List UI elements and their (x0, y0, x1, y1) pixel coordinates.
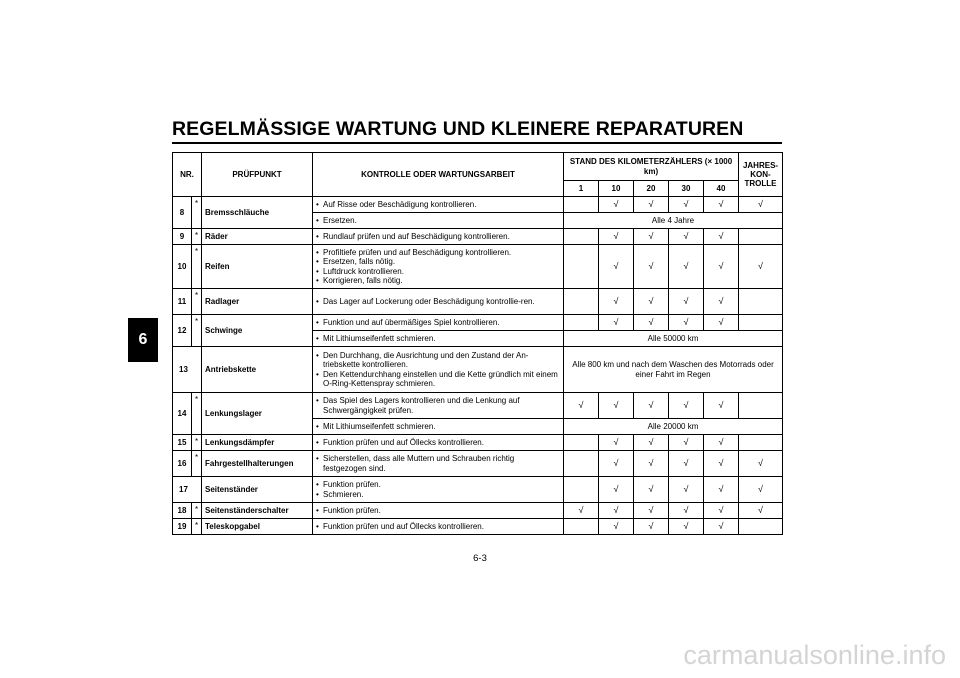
check-mark: √ (669, 451, 704, 477)
check-mark: √ (669, 315, 704, 331)
table-row (173, 435, 783, 451)
check-mark: √ (704, 393, 739, 419)
check-mark: √ (634, 451, 669, 477)
check-mark: √ (704, 245, 739, 289)
table-row (173, 315, 783, 331)
row-item: Teleskopgabel (202, 519, 313, 535)
check-mark: √ (634, 197, 669, 213)
row-work (313, 315, 564, 331)
table-row (173, 503, 783, 519)
row-star: * (192, 503, 202, 519)
check-mark: √ (739, 477, 783, 503)
row-number: 11 (173, 289, 192, 315)
check-mark: √ (704, 503, 739, 519)
check-mark: √ (599, 503, 634, 519)
maintenance-table (172, 152, 783, 535)
check-mark: √ (634, 435, 669, 451)
check-mark: √ (599, 197, 634, 213)
check-mark: √ (704, 435, 739, 451)
table-row (173, 245, 783, 289)
row-number: 15 (173, 435, 192, 451)
row-number: 8 (173, 197, 192, 229)
row-work (313, 519, 564, 535)
check-mark: √ (669, 393, 704, 419)
row-item: Schwinge (202, 315, 313, 347)
header-pruefpunkt: PRÜFPUNKT (202, 153, 313, 197)
interval-text: Alle 20000 km (564, 419, 783, 435)
page-number: 6-3 (473, 553, 487, 564)
work-item: • Funktion und auf übermäßiges Spiel kontrollieren. (316, 318, 560, 327)
row-item: Räder (202, 229, 313, 245)
work-item: • Funktion prüfen und auf Öllecks kontrollieren. (316, 522, 560, 531)
header-km-30: 30 (669, 181, 704, 197)
header-km-1: 1 (564, 181, 599, 197)
check-mark: √ (634, 477, 669, 503)
row-item: Seitenständer (202, 477, 313, 503)
row-work (313, 289, 564, 315)
table-row (173, 347, 783, 393)
row-star: * (192, 451, 202, 477)
page-title: REGELMÄSSIGE WARTUNG UND KLEINERE REPARATUREN (172, 118, 744, 140)
row-work (313, 419, 564, 435)
work-item: • Funktion prüfen. (316, 480, 560, 489)
check-mark: √ (704, 315, 739, 331)
check-mark: √ (704, 229, 739, 245)
row-work (313, 229, 564, 245)
row-work (313, 197, 564, 213)
check-mark: √ (634, 503, 669, 519)
work-item: • Luftdruck kontrollieren. (316, 267, 560, 276)
row-item: Reifen (202, 245, 313, 289)
table-row (173, 197, 783, 213)
row-item: Antriebskette (202, 347, 313, 393)
row-item: Lenkungsdämpfer (202, 435, 313, 451)
row-work (313, 347, 564, 393)
row-number: 18 (173, 503, 192, 519)
check-mark: √ (599, 229, 634, 245)
work-item: • Rundlauf prüfen und auf Beschädigung kontrollieren. (316, 232, 560, 241)
interval-text: Alle 50000 km (564, 331, 783, 347)
row-number: 13 (173, 347, 202, 393)
check-mark: √ (599, 451, 634, 477)
work-item: • Sicherstellen, dass alle Muttern und Schrauben richtig festgezogen sind. (316, 454, 560, 472)
row-work (313, 477, 564, 503)
check-mark: √ (739, 245, 783, 289)
row-star: * (192, 289, 202, 315)
table-row (173, 289, 783, 315)
row-work (313, 503, 564, 519)
work-item: • Funktion prüfen. (316, 506, 560, 515)
work-item: • Auf Risse oder Beschädigung kontrollieren. (316, 200, 560, 209)
row-item: Fahrgestellhalterungen (202, 451, 313, 477)
row-number: 14 (173, 393, 192, 435)
work-item: • Das Lager auf Lockerung oder Beschädigung kontrollie-ren. (316, 297, 560, 306)
row-work (313, 451, 564, 477)
check-mark: √ (669, 289, 704, 315)
check-mark: √ (634, 245, 669, 289)
check-mark: √ (704, 519, 739, 535)
work-item: • Den Durchhang, die Ausrichtung und den Zustand der An-triebskette kontrollieren. (316, 351, 560, 369)
header-km-40: 40 (704, 181, 739, 197)
row-number: 17 (173, 477, 202, 503)
row-star: * (192, 245, 202, 289)
row-number: 19 (173, 519, 192, 535)
work-item: • Korrigieren, falls nötig. (316, 276, 560, 285)
row-work (313, 435, 564, 451)
row-work (313, 393, 564, 419)
row-star: * (192, 435, 202, 451)
header-jahres: JAHRES- KON- TROLLE (739, 153, 783, 197)
row-star: * (192, 229, 202, 245)
table-row (173, 519, 783, 535)
title-rule (172, 142, 782, 144)
check-mark: √ (634, 519, 669, 535)
check-mark: √ (599, 435, 634, 451)
check-mark: √ (669, 435, 704, 451)
row-star: * (192, 393, 202, 435)
header-km-10: 10 (599, 181, 634, 197)
work-item: • Mit Lithiumseifenfett schmieren. (316, 334, 560, 343)
check-mark: √ (634, 315, 669, 331)
check-mark: √ (634, 393, 669, 419)
check-mark: √ (739, 451, 783, 477)
table-row (173, 393, 783, 419)
work-item: • Ersetzen, falls nötig. (316, 257, 560, 266)
header-arbeit: KONTROLLE ODER WARTUNGSARBEIT (313, 153, 564, 197)
check-mark: √ (669, 477, 704, 503)
interval-text: Alle 4 Jahre (564, 213, 783, 229)
check-mark: √ (634, 229, 669, 245)
check-mark: √ (739, 503, 783, 519)
interval-text: Alle 800 km und nach dem Waschen des Motorrads oder einer Fahrt im Regen (564, 347, 783, 393)
check-mark: √ (599, 519, 634, 535)
check-mark: √ (599, 477, 634, 503)
row-item: Seitenständerschalter (202, 503, 313, 519)
row-item: Bremsschläuche (202, 197, 313, 229)
row-work (313, 213, 564, 229)
check-mark: √ (634, 289, 669, 315)
check-mark: √ (669, 197, 704, 213)
work-item: • Den Kettendurchhang einstellen und die Kette gründlich mit einem O-Ring-Kettenspray schmieren. (316, 370, 560, 388)
row-number: 16 (173, 451, 192, 477)
row-number: 9 (173, 229, 192, 245)
table-row (173, 229, 783, 245)
row-item: Lenkungslager (202, 393, 313, 435)
check-mark: √ (599, 393, 634, 419)
row-item: Radlager (202, 289, 313, 315)
check-mark: √ (669, 245, 704, 289)
work-item: • Mit Lithiumseifenfett schmieren. (316, 422, 560, 431)
header-row (173, 153, 783, 181)
check-mark: √ (599, 289, 634, 315)
check-mark: √ (599, 315, 634, 331)
check-mark: √ (704, 289, 739, 315)
row-star: * (192, 315, 202, 347)
header-stand: STAND DES KILOMETERZÄHLERS (× 1000 km) (564, 153, 739, 181)
row-star: * (192, 197, 202, 229)
work-item: • Ersetzen. (316, 216, 560, 225)
check-mark: √ (704, 477, 739, 503)
check-mark: √ (669, 503, 704, 519)
work-item: • Profiltiefe prüfen und auf Beschädigung kontrollieren. (316, 248, 560, 257)
watermark: carmanualsonline.info (683, 640, 946, 670)
work-item: • Funktion prüfen und auf Öllecks kontrollieren. (316, 438, 560, 447)
chapter-tab: 6 (128, 318, 158, 362)
check-mark: √ (564, 393, 599, 419)
check-mark: √ (704, 197, 739, 213)
work-item: • Schmieren. (316, 490, 560, 499)
table-row (173, 477, 783, 503)
row-work (313, 331, 564, 347)
check-mark: √ (669, 229, 704, 245)
table-row (173, 451, 783, 477)
check-mark: √ (704, 451, 739, 477)
check-mark: √ (599, 245, 634, 289)
row-number: 12 (173, 315, 192, 347)
work-item: • Das Spiel des Lagers kontrollieren und die Lenkung auf Schwergängigkeit prüfen. (316, 396, 560, 414)
check-mark: √ (564, 503, 599, 519)
check-mark: √ (739, 197, 783, 213)
row-number: 10 (173, 245, 192, 289)
row-work (313, 245, 564, 289)
check-mark: √ (669, 519, 704, 535)
header-nr: NR. (173, 153, 202, 197)
header-km-20: 20 (634, 181, 669, 197)
row-star: * (192, 519, 202, 535)
